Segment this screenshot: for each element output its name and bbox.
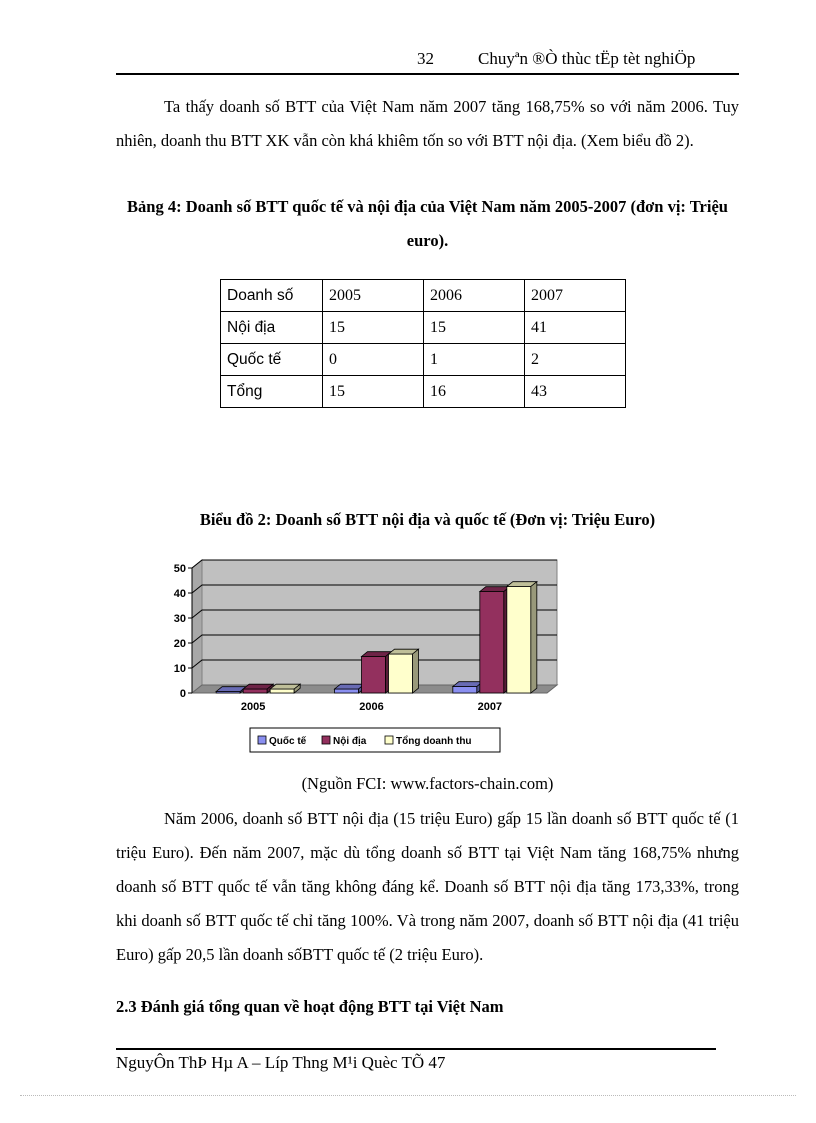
- legend-label: Nội địa: [333, 736, 367, 747]
- legend-label: Tổng doanh thu: [396, 736, 472, 747]
- y-tick-label: 20: [173, 638, 186, 650]
- table-cell: 15: [323, 312, 424, 344]
- footer-rule: [116, 1048, 716, 1050]
- legend-swatch: [385, 736, 393, 744]
- table-header-cell: 2007: [525, 280, 626, 312]
- bar-side: [531, 582, 537, 693]
- table-cell: 15: [424, 312, 525, 344]
- table-caption: Bảng 4: Doanh số BTT quốc tế và nội địa của Việt Nam năm 2005-2007 (đơn vị: Triệu euro).: [127, 197, 728, 250]
- page-bottom-divider: [20, 1095, 796, 1096]
- table-cell: Nội địa: [221, 312, 323, 344]
- bar-chart: [160, 548, 580, 758]
- footer-author: NguyÔn ThÞ Hµ A – Líp Thng M¹i Quèc TÕ 47: [116, 1053, 446, 1072]
- legend-swatch: [258, 736, 266, 744]
- bar-front: [335, 689, 359, 693]
- table-row: [221, 312, 626, 344]
- table-row: [221, 376, 626, 408]
- y-tick-label: 50: [173, 563, 186, 575]
- page-number: 32: [417, 49, 434, 68]
- table-header-row: [221, 280, 626, 312]
- table-cell: 16: [424, 376, 525, 408]
- y-tick-label: 0: [179, 688, 186, 700]
- bar-front: [389, 654, 413, 693]
- paragraph-intro: Ta thấy doanh số BTT của Việt Nam năm 2007 tăng 168,75% so với năm 2006. Tuy nhiên, doanh thu BTT XK vẫn còn khá khiêm tốn so với BTT nội địa. (Xem biểu đồ 2).: [116, 97, 739, 150]
- running-header-title: Chuyªn ®Ò thùc tËp tèt nghiÖp: [478, 49, 696, 68]
- table-cell: 2: [525, 344, 626, 376]
- bar-side: [413, 649, 419, 693]
- x-tick-label: 2005: [240, 701, 266, 713]
- bar-front: [507, 587, 531, 694]
- table-header-cell: 2005: [323, 280, 424, 312]
- x-tick-label: 2006: [359, 701, 384, 713]
- table-cell: Tổng: [221, 376, 323, 408]
- table-cell: Quốc tế: [221, 344, 323, 376]
- bar-front: [362, 657, 386, 694]
- table-cell: 43: [525, 376, 626, 408]
- bar-front: [480, 592, 504, 694]
- table-cell: 15: [323, 376, 424, 408]
- source-note: (Nguồn FCI: www.factors-chain.com): [301, 774, 554, 793]
- x-tick-label: 2007: [477, 701, 503, 713]
- y-tick-label: 40: [173, 588, 186, 600]
- y-tick-label: 10: [173, 663, 186, 675]
- sales-table: [220, 279, 626, 408]
- table-header-cell: 2006: [424, 280, 525, 312]
- section-heading: 2.3 Đánh giá tổng quan về hoạt động BTT tại Việt Nam: [116, 997, 504, 1016]
- bar-front: [270, 689, 294, 693]
- table-cell: 1: [424, 344, 525, 376]
- header-rule: [116, 73, 739, 75]
- y-tick-label: 30: [173, 613, 186, 625]
- chart-caption: Biểu đồ 2: Doanh số BTT nội địa và quốc tế (Đơn vị: Triệu Euro): [199, 510, 656, 529]
- bar-front: [453, 687, 477, 694]
- table-cell: 41: [525, 312, 626, 344]
- chart-side-wall: [192, 560, 202, 693]
- bar-front: [243, 689, 267, 693]
- paragraph-analysis: Năm 2006, doanh số BTT nội địa (15 triệu Euro) gấp 15 lần doanh số BTT quốc tế (1 triệu Euro). Đến năm 2007, mặc dù tổng doanh số BTT tại Việt Nam tăng 168,75% nhưng doanh số BTT quốc tế vẫn tăng không đáng kể. Doanh số BTT nội địa tăng 173,33%, trong khi doanh số BTT quốc tế chỉ tăng 100%. Và trong năm 2007, doanh số BTT nội địa (41 triệu Euro) gấp 20,5 lần doanh sốBTT quốc tế (2 triệu Euro).: [116, 809, 739, 964]
- table-cell: 0: [323, 344, 424, 376]
- table-header-cell: Doanh số: [221, 280, 323, 312]
- table-row: [221, 344, 626, 376]
- legend-label: Quốc tế: [269, 736, 307, 747]
- legend-swatch: [322, 736, 330, 744]
